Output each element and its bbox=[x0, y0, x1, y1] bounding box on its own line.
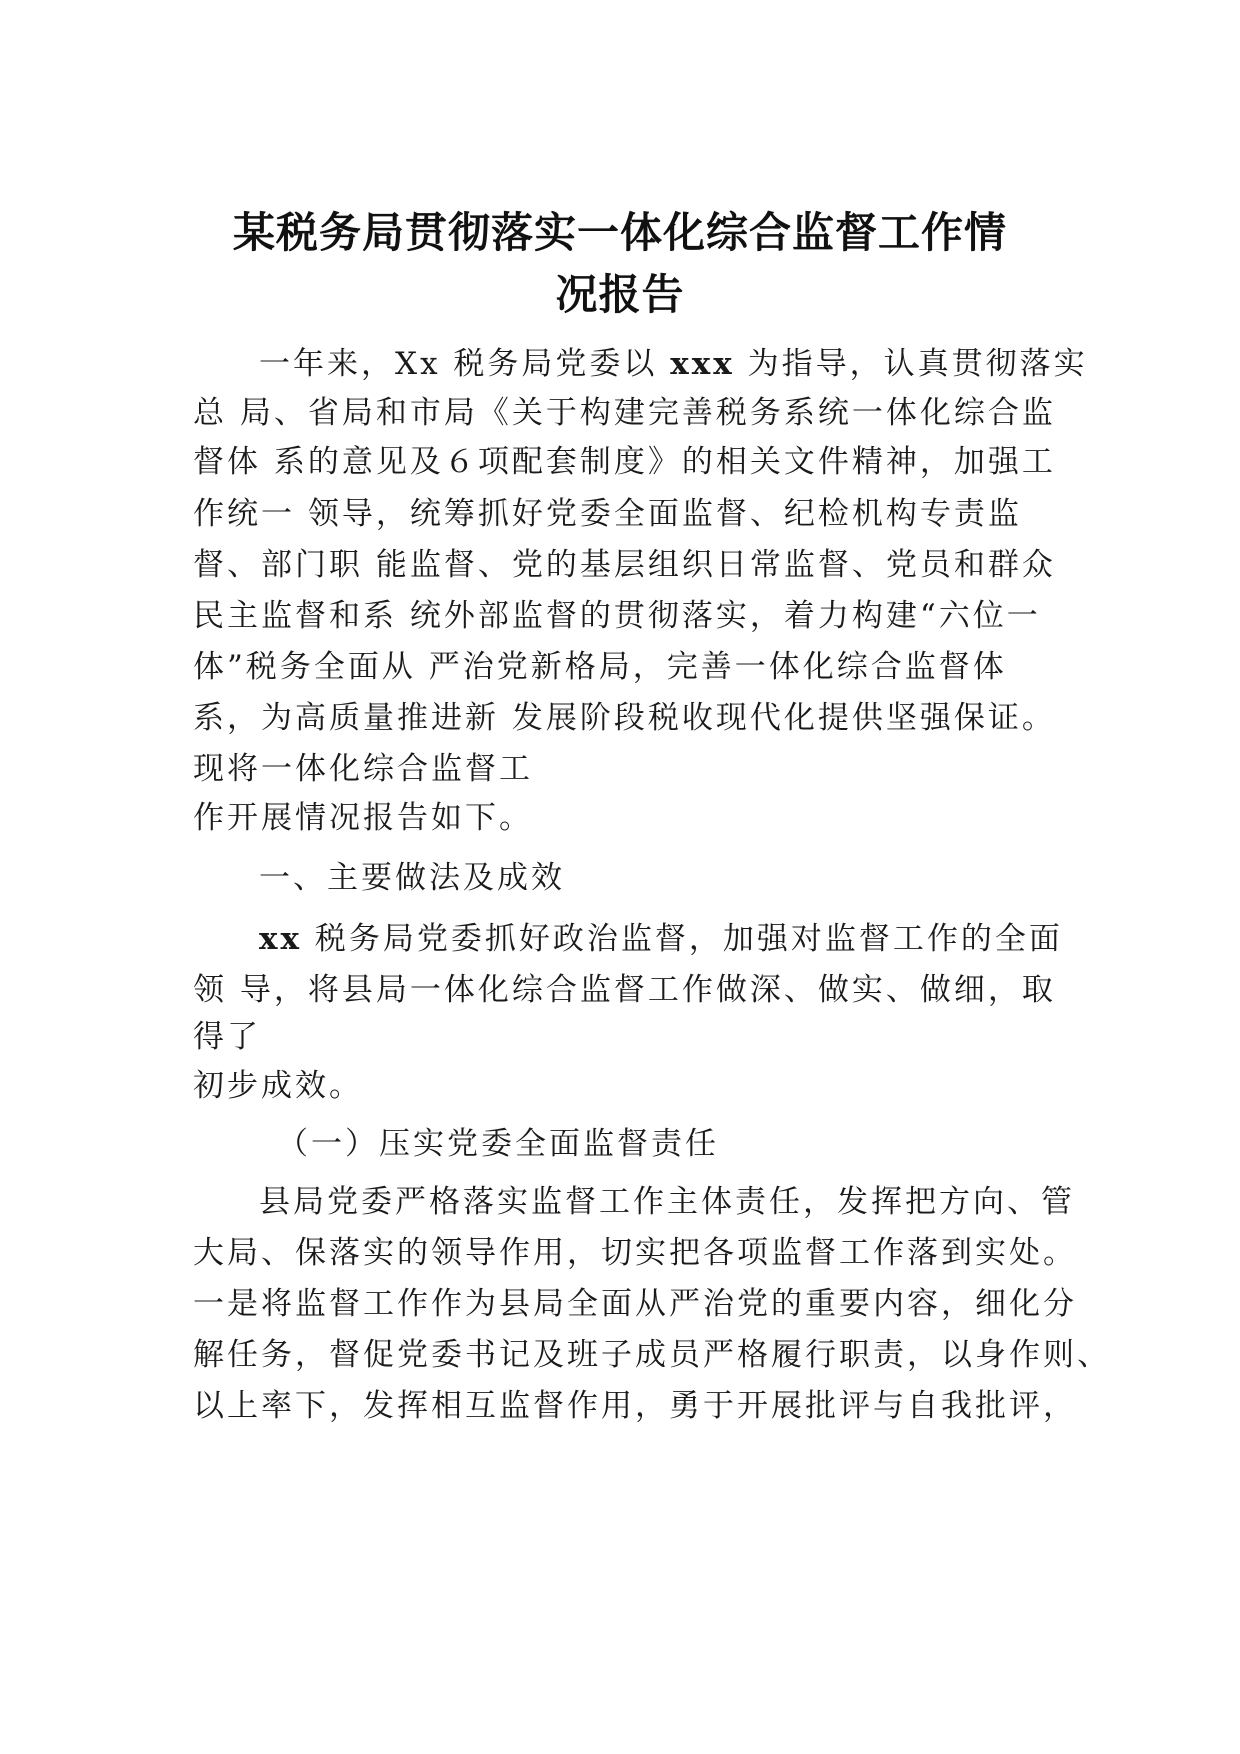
intro-line-6: 民主监督和系 统外部监督的贯彻落实，着力构建“六位一 bbox=[193, 598, 1041, 634]
document-title-line-2: 况报告 bbox=[555, 270, 685, 319]
subsection1-line-5: 以上率下，发挥相互监督作用，勇于开展批评与自我批评， bbox=[193, 1388, 1077, 1424]
section1-line-2: 领 导，将县局一体化综合监督工作做深、做实、做细，取 bbox=[193, 972, 1056, 1008]
section1-line-1-bold: xx bbox=[259, 921, 302, 957]
intro-line-1-prefix: 一年来，Xx 税务局党委以 bbox=[259, 346, 671, 382]
intro-line-3: 督体 系的意见及６项配套制度》的相关文件精神，加强工 bbox=[193, 444, 1056, 480]
document-title-line-1: 某税务局贯彻落实一体化综合监督工作情 bbox=[232, 208, 1007, 257]
intro-line-8: 系，为高质量推进新 发展阶段税收现代化提供坚强保证。 bbox=[193, 700, 1056, 736]
section1-line-1-suffix: 税务局党委抓好政治监督，加强对监督工作的全面 bbox=[301, 921, 1063, 957]
intro-line-2: 总 局、省局和市局《关于构建完善税务系统一体化综合监 bbox=[193, 395, 1056, 431]
intro-line-1 bbox=[259, 338, 1088, 383]
intro-line-1-suffix: 为指导，认真贯彻落实 bbox=[734, 346, 1088, 382]
intro-line-4: 作统一 领导，统筹抓好党委全面监督、纪检机构专责监 bbox=[193, 496, 1022, 532]
subsection1-line-2: 大局、保落实的领导作用，切实把各项监督工作落到实处。 bbox=[193, 1235, 1077, 1271]
section-heading-1: 一、主要做法及成效 bbox=[259, 860, 565, 896]
intro-line-5: 督、部门职 能监督、党的基层组织日常监督、党员和群众 bbox=[193, 547, 1056, 583]
subsection-heading-1: （一）压实党委全面监督责任 bbox=[277, 1126, 719, 1162]
intro-line-10: 作开展情况报告如下。 bbox=[193, 800, 533, 836]
section1-line-4: 初步成效。 bbox=[193, 1068, 363, 1104]
subsection1-line-3: 一是将监督工作作为县局全面从严治党的重要内容，细化分 bbox=[193, 1286, 1077, 1322]
section1-line-3: 得了 bbox=[193, 1019, 261, 1055]
subsection1-line-4: 解任务，督促党委书记及班子成员严格履行职责，以身作则、 bbox=[193, 1337, 1111, 1373]
intro-line-9: 现将一体化综合监督工 bbox=[193, 751, 533, 787]
intro-line-1-bold: xxx bbox=[670, 346, 735, 382]
intro-line-7: 体”税务全面从 严治党新格局，完善一体化综合监督体 bbox=[193, 649, 1007, 685]
subsection1-line-1: 县局党委严格落实监督工作主体责任，发挥把方向、管 bbox=[259, 1184, 1075, 1220]
section1-line-1 bbox=[259, 913, 1063, 958]
